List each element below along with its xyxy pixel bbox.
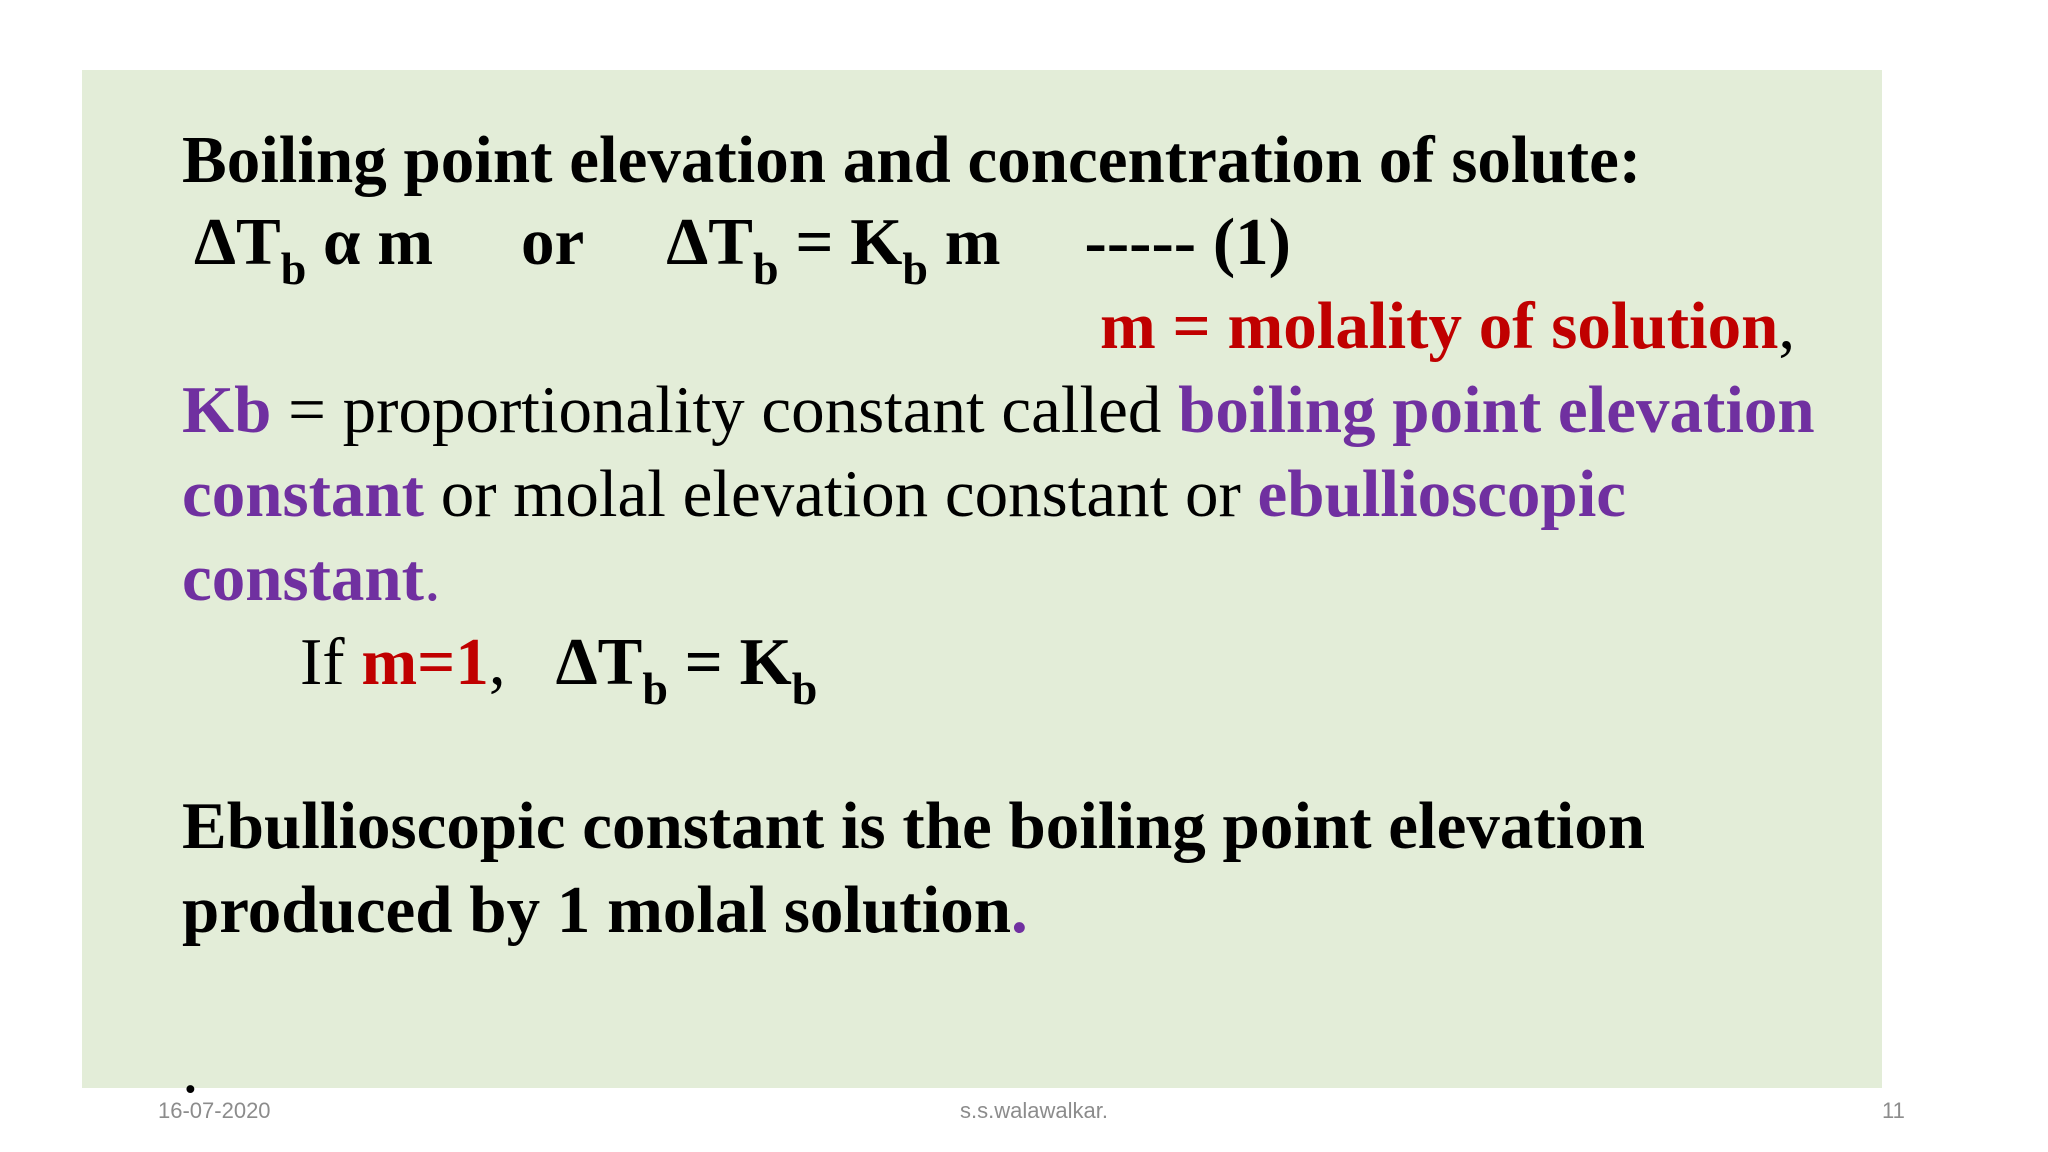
or-molal-text: or molal elevation constant or [423, 457, 1258, 531]
subscript-b-2: b [752, 243, 779, 294]
subscript-b-5: b [791, 663, 818, 714]
molality-definition-line [1100, 286, 1795, 366]
equals-k: = K [778, 205, 903, 279]
trailing-dot: . [182, 1033, 199, 1107]
molality-comma: , [1778, 289, 1796, 363]
m-equals-one: m=1 [361, 625, 489, 699]
footer-date: 16-07-2020 [158, 1098, 271, 1123]
ebullioscopic-definition-line-1: Ebullioscopic constant is the boiling point elevation [182, 789, 1646, 863]
term-boiling-point-elevation: boiling point elevation [1178, 373, 1815, 447]
constant-line [182, 454, 1626, 534]
ebullioscopic-definition-line-2: produced by 1 molal solution. [182, 873, 1028, 947]
if-comma: , [488, 625, 506, 699]
m-term: m [927, 205, 1001, 279]
delta-t-3: ΔT [555, 625, 643, 699]
subscript-b-4: b [642, 663, 668, 714]
term-ebullioscopic: ebullioscopic [1257, 457, 1627, 531]
if-word: If [300, 625, 362, 699]
footer-page-number: 11 [1882, 1098, 1905, 1123]
delta-t-1: ΔT [194, 205, 281, 279]
term-ebullioscopic-constant: constant [182, 541, 424, 615]
kb-definition-line [182, 370, 1815, 450]
definition-period: . [1011, 873, 1028, 947]
constant-line-2 [182, 538, 441, 618]
kb-definition-text: = proportionality constant called [271, 373, 1179, 447]
delta-t-2: ΔT [666, 205, 753, 279]
slide-content-box [82, 70, 1882, 1107]
kb-label: Kb [182, 373, 272, 447]
formula-line [194, 202, 1291, 294]
equals-k-2: = K [667, 625, 792, 699]
if-m-equals-one-line [300, 622, 818, 714]
term-constant: constant [182, 457, 424, 531]
subscript-b-3: b [902, 243, 928, 294]
footer-author: s.s.walawalkar. [960, 1098, 1108, 1123]
subscript-b-1: b [280, 243, 307, 294]
constant-period: . [423, 541, 441, 615]
equation-number: ----- (1) [1084, 205, 1291, 279]
molality-definition: m = molality of solution [1100, 289, 1779, 363]
alpha-m: α m [306, 205, 434, 279]
or-word: or [521, 205, 585, 279]
slide-heading: Boiling point elevation and concentration of solute: [182, 123, 1642, 197]
